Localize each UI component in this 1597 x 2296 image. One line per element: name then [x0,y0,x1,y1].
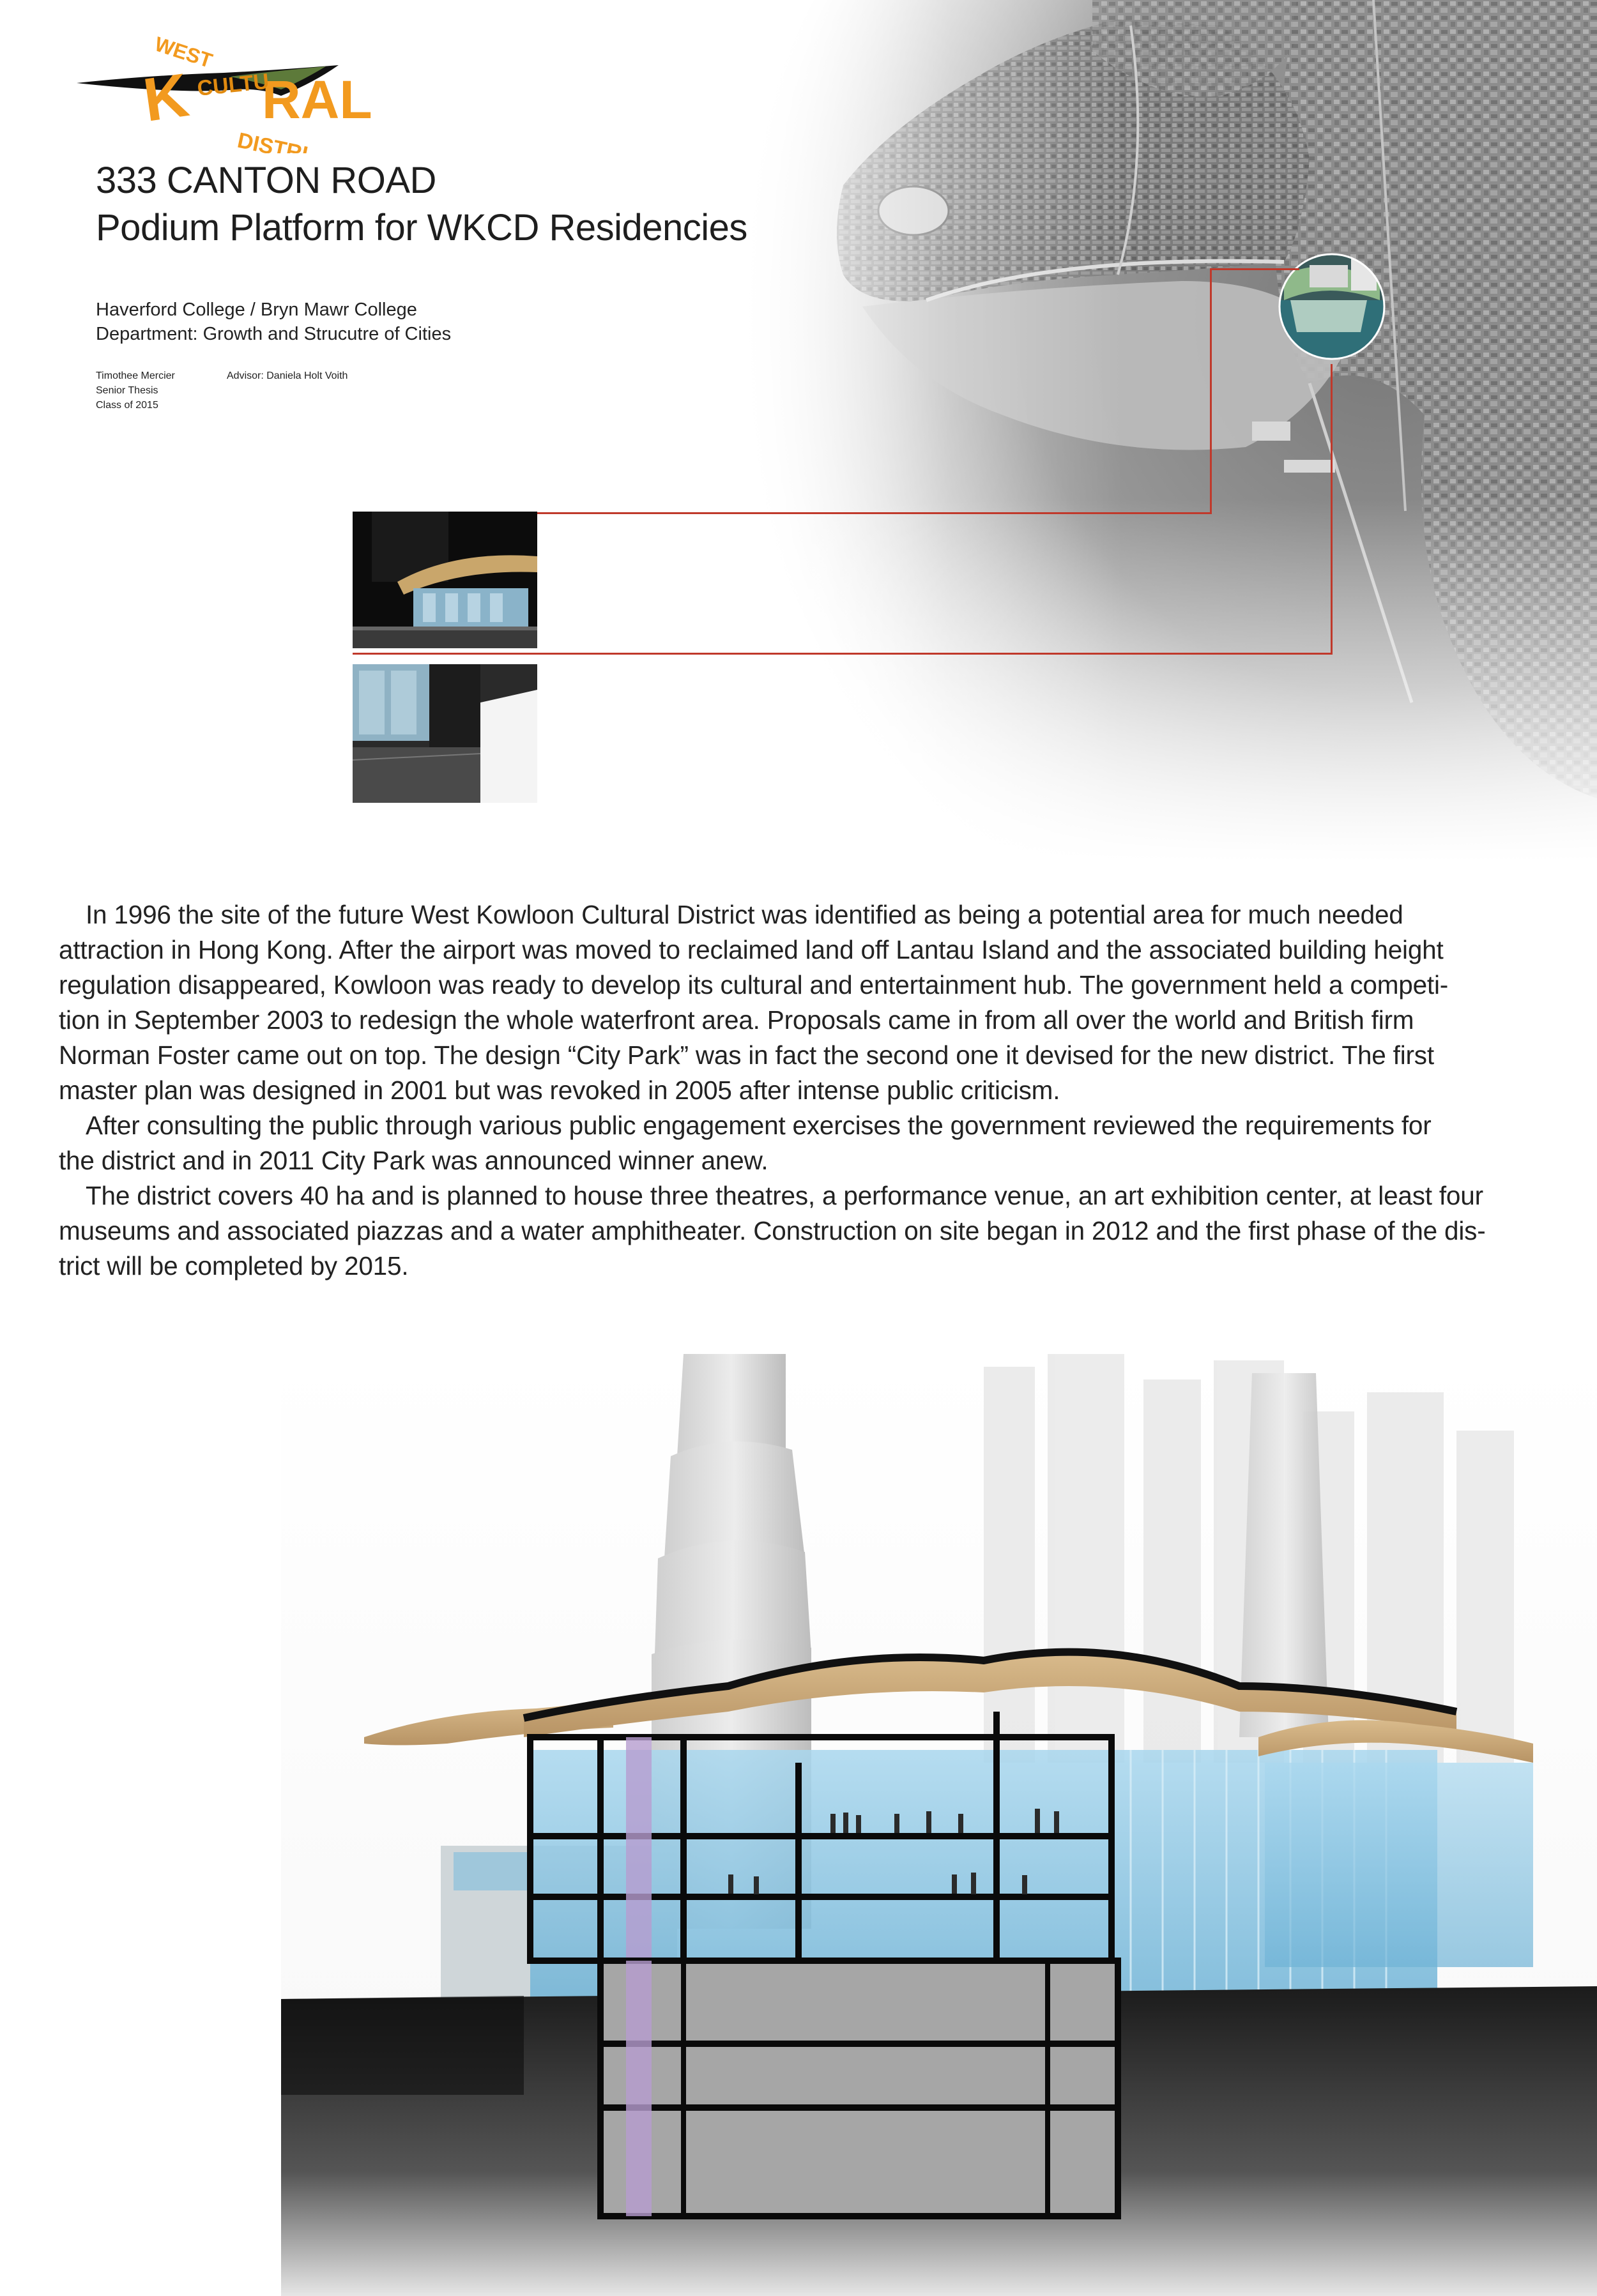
section-perspective-rendering [281,1354,1597,2296]
svg-text:RAL: RAL [262,70,372,130]
text-line: regulation disappeared, Kowloon was ready to develop its cultural and entertainment hub. The government held a competi- [59,970,1449,1000]
text-line: museums and associated piazzas and a water amphitheater. Construction on site began in 2012 and the first phase of the dis- [59,1216,1486,1245]
leader-line-1-vertical [1210,268,1212,514]
body-text [59,897,1579,1284]
paragraph-1 [59,897,1579,1108]
author-class: Class of 2015 [96,400,158,411]
leader-line-2-vertical [1331,364,1333,655]
advisor: Advisor: Daniela Holt Voith [227,370,348,381]
rendering-thumbnail-2 [353,664,537,803]
svg-text:CULTU: CULTU [195,69,270,101]
svg-text:DISTRI: DISTRI [235,128,310,153]
page-subtitle: Podium Platform for WKCD Residencies [96,207,747,248]
text-line: the district and in 2011 City Park was announced winner anew. [59,1146,768,1175]
text-line: trict will be completed by 2015. [59,1251,409,1281]
author-name: Timothee Mercier [96,370,175,381]
college-line: Haverford College / Bryn Mawr College [96,300,417,320]
text-line: master plan was designed in 2001 but was revoked in 2005 after intense public criticism. [59,1076,1060,1105]
text-line: In 1996 the site of the future West Kowloon Cultural District was identified as being a potential area for much needed [86,900,1403,929]
text-line: attraction in Hong Kong. After the airport was moved to reclaimed land off Lantau Island and the associated building height [59,935,1444,964]
text-line: The district covers 40 ha and is planned to house three theatres, a performance venue, an art exhibition center, at least four [86,1181,1483,1210]
svg-text:K: K [139,61,193,135]
svg-text:WEST: WEST [151,32,215,73]
paragraph-2 [59,1108,1579,1178]
rendering-thumbnail-1 [353,512,537,648]
department-line: Department: Growth and Strucutre of Cities [96,324,452,344]
text-line: tion in September 2003 to redesign the whole waterfront area. Proposals came in from all over the world and British firm [59,1005,1414,1035]
text-line: Norman Foster came out on top. The design “City Park” was in fact the second one it devised for the new district. The first [59,1040,1434,1070]
leader-line-1-top [1210,268,1299,270]
leader-line-2-horizontal [353,653,1333,655]
wkcd-logo [70,26,428,153]
paragraph-3 [59,1178,1579,1284]
page-title: 333 CANTON ROAD [96,160,436,201]
text-line: After consulting the public through various public engagement exercises the government reviewed the requirements for [86,1111,1432,1140]
author-role: Senior Thesis [96,385,158,396]
aerial-map-image [735,0,1597,907]
